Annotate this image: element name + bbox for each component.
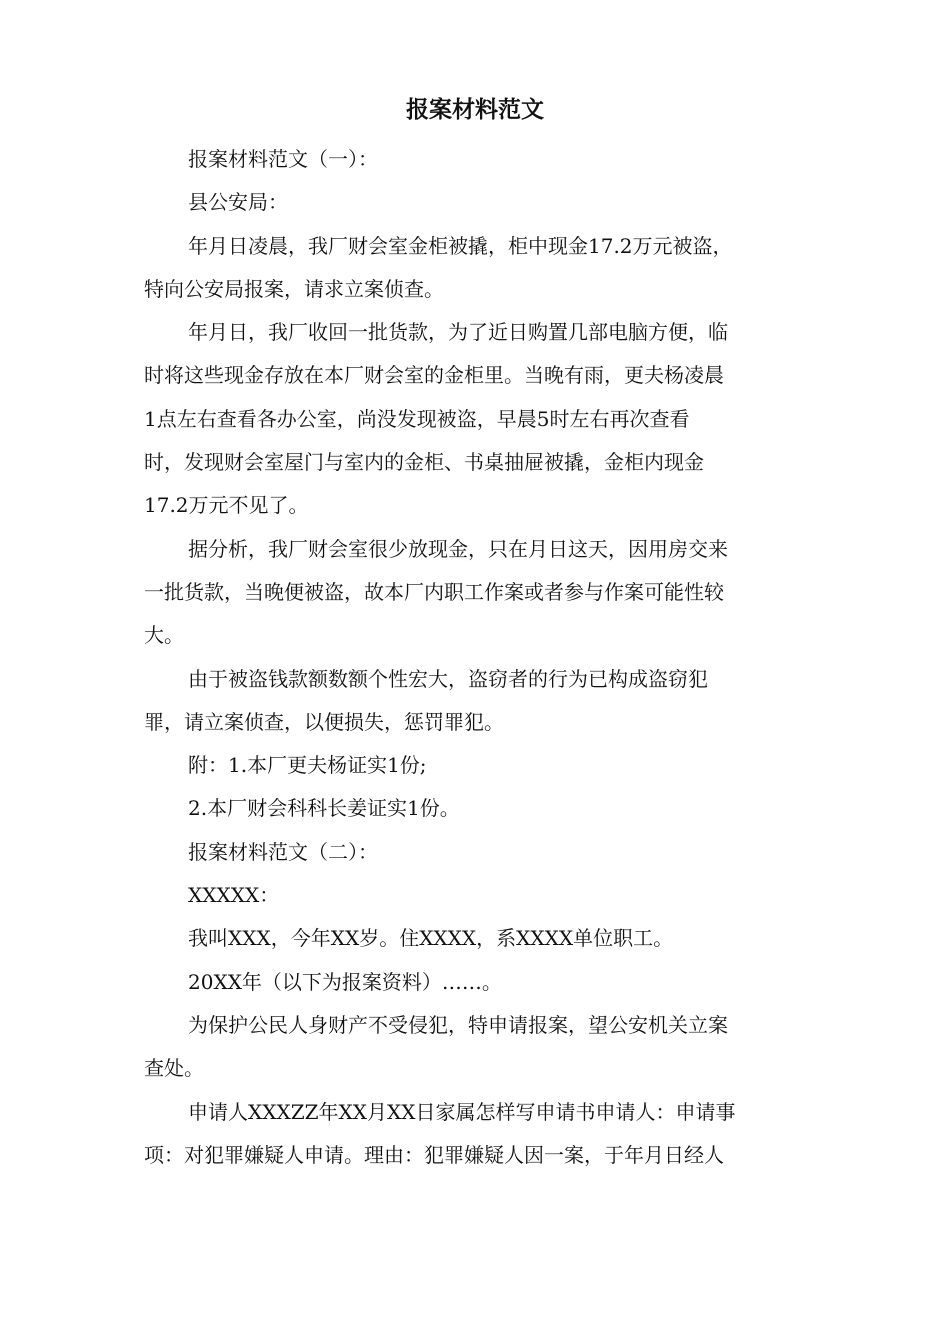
text-line: 为保护公民人身财产不受侵犯，特申请报案，望公安机关立案 [188, 1012, 728, 1037]
document-title: 报案材料范文 [406, 97, 544, 123]
text-line: 我叫XXX，今年XX岁。住XXXX，系XXXX单位职工。 [188, 926, 674, 951]
text-line: 附：1.本厂更夫杨证实1份; [188, 753, 427, 778]
text-line: 大。 [144, 623, 184, 648]
text-line: 特向公安局报案，请求立案侦查。 [144, 276, 444, 301]
text-line: 由于被盗钱款额数额个性宏大，盗窃者的行为已构成盗窃犯 [188, 666, 708, 691]
text-line: 据分析，我厂财会室很少放现金，只在月日这天，因用房交来 [188, 536, 728, 561]
text-line: 查处。 [144, 1056, 204, 1081]
text-line: 年月日，我厂收回一批货款，为了近日购置几部电脑方便，临 [188, 320, 728, 345]
text-line: 项：对犯罪嫌疑人申请。理由：犯罪嫌疑人因一案，于年月日经人 [144, 1142, 724, 1167]
text-line: 1点左右查看各办公室，尚没发现被盗，早晨5时左右再次查看 [144, 406, 690, 431]
text-line: 时，发现财会室屋门与室内的金柜、书桌抽屉被撬，金柜内现金 [144, 450, 704, 475]
text-line: 报案材料范文（二）： [188, 839, 378, 864]
text-line: 罪，请立案侦查，以便损失，惩罚罪犯。 [144, 709, 504, 734]
text-line: 时将这些现金存放在本厂财会室的金柜里。当晚有雨，更夫杨凌晨 [144, 363, 724, 388]
text-line: 2.本厂财会科科长姜证实1份。 [188, 796, 460, 821]
text-line: 年月日凌晨，我厂财会室金柜被撬，柜中现金17.2万元被盗， [188, 233, 733, 258]
text-line: 报案材料范文（一）： [188, 147, 378, 171]
text-line: 申请人XXXZZ年XX月XX日家属怎样写申请书申请人：申请事 [188, 1099, 736, 1124]
text-line: XXXXX： [188, 883, 280, 908]
text-line: 20XX年（以下为报案资料）……。 [188, 969, 502, 994]
text-line: 县公安局： [188, 190, 288, 215]
text-line: 17.2万元不见了。 [144, 493, 309, 518]
document-body [144, 138, 804, 1177]
text-line: 一批货款，当晚便被盗，故本厂内职工作案或者参与作案可能性较 [144, 579, 724, 604]
